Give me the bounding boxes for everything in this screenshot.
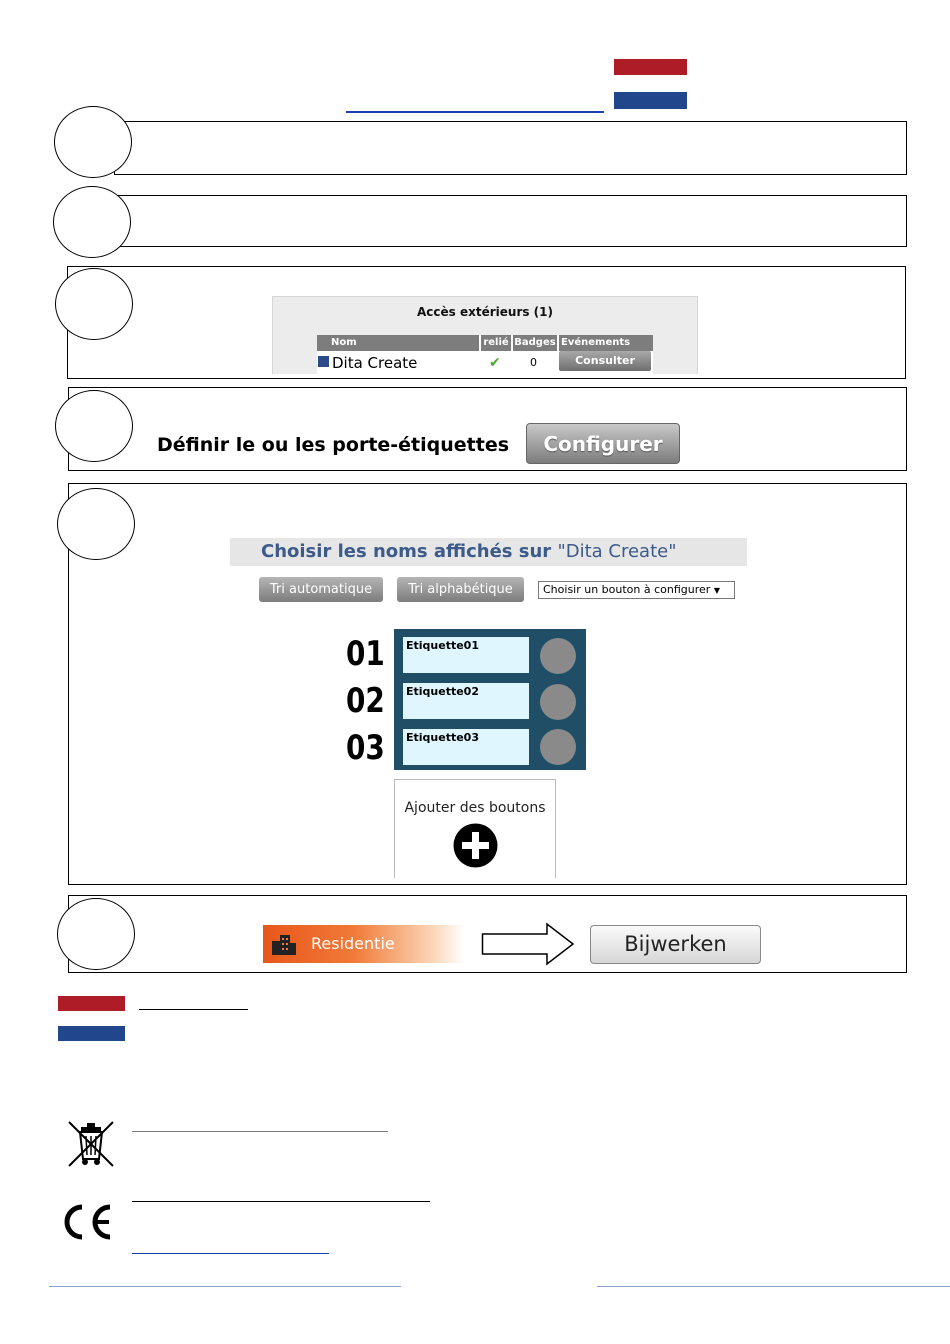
crossed-bin-icon bbox=[66, 1119, 116, 1169]
step-2-circle bbox=[53, 186, 131, 258]
acces-table bbox=[317, 335, 653, 375]
table-row-badges: 0 bbox=[530, 356, 537, 369]
bijwerken-button[interactable]: Bijwerken bbox=[590, 925, 761, 964]
page-footer-line-right bbox=[597, 1286, 950, 1287]
ajouter-boutons-box[interactable] bbox=[394, 779, 556, 878]
step-3-circle bbox=[55, 268, 133, 340]
footer-link-underline-2[interactable] bbox=[132, 1253, 329, 1254]
porte-etiquettes-label: Définir le ou les porte-étiquettes bbox=[157, 434, 510, 456]
choisir-heading-prefix: Choisir les noms affichés sur bbox=[261, 541, 558, 562]
building-icon bbox=[271, 933, 297, 955]
step-4-circle bbox=[55, 390, 133, 462]
column-header-nom: Nom bbox=[317, 335, 479, 351]
tri-automatique-button[interactable]: Tri automatique bbox=[259, 577, 383, 602]
button-number-03: 03 bbox=[346, 728, 385, 768]
column-header-badges: Badges bbox=[513, 335, 557, 351]
choisir-heading-device: "Dita Create" bbox=[557, 541, 677, 562]
bouton-select-value: Choisir un bouton à configurer bbox=[543, 583, 711, 596]
device-icon bbox=[318, 356, 329, 367]
chevron-down-icon: ▼ bbox=[713, 586, 720, 595]
footer-link-underline-1[interactable] bbox=[139, 1009, 248, 1010]
consulter-button[interactable]: Consulter bbox=[559, 351, 651, 371]
step-4-box bbox=[68, 387, 907, 471]
button-number-01: 01 bbox=[346, 634, 385, 674]
acces-exterieurs-title: Accès extérieurs (1) bbox=[417, 305, 553, 319]
column-header-evenements: Evénements bbox=[559, 335, 653, 351]
footer-rule-1 bbox=[132, 1131, 388, 1132]
bouton-select[interactable] bbox=[538, 581, 735, 599]
etiquette-button-3[interactable] bbox=[540, 729, 576, 765]
etiquette-field-3[interactable]: Etiquette03 bbox=[403, 729, 529, 765]
tri-alphabetique-button[interactable]: Tri alphabétique bbox=[397, 577, 524, 602]
table-row-name[interactable]: Dita Create bbox=[332, 354, 418, 372]
footer-rule-2 bbox=[132, 1201, 430, 1202]
acces-exterieurs-panel bbox=[272, 296, 698, 374]
configurer-button[interactable]: Configurer bbox=[526, 423, 680, 464]
button-number-02: 02 bbox=[346, 681, 385, 721]
etiquette-panel bbox=[394, 629, 586, 770]
checkmark-icon: ✔ bbox=[489, 355, 501, 371]
etiquette-button-2[interactable] bbox=[540, 684, 576, 720]
residentie-label: Residentie bbox=[311, 934, 395, 953]
step-6-circle bbox=[57, 898, 135, 970]
residentie-tab[interactable] bbox=[263, 925, 464, 963]
footer-flag bbox=[58, 996, 125, 1041]
page-footer-line-left bbox=[49, 1286, 401, 1287]
step-1-box bbox=[114, 121, 907, 175]
ajouter-boutons-label: Ajouter des boutons bbox=[404, 800, 546, 816]
ce-mark-icon bbox=[60, 1203, 114, 1241]
plus-circle-icon[interactable] bbox=[453, 823, 498, 868]
etiquette-field-2[interactable]: Etiquette02 bbox=[403, 683, 529, 719]
step-2-box bbox=[114, 195, 907, 247]
column-header-relie: relié bbox=[481, 335, 511, 351]
arrow-right-icon bbox=[481, 922, 575, 966]
etiquette-field-1[interactable]: Etiquette01 bbox=[403, 637, 529, 673]
header-flag bbox=[614, 59, 687, 109]
header-link-underline[interactable] bbox=[346, 111, 604, 113]
choisir-noms-heading bbox=[230, 538, 747, 566]
etiquette-button-1[interactable] bbox=[540, 638, 576, 674]
step-1-circle bbox=[54, 106, 132, 178]
step-5-circle bbox=[57, 488, 135, 560]
